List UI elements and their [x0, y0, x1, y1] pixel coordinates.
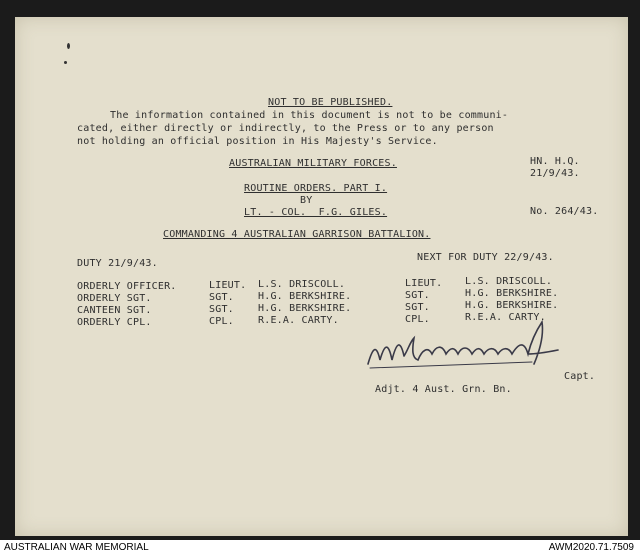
pin-hole-mark	[67, 43, 70, 49]
duty-rank: LIEUT.	[209, 280, 247, 291]
duty-role: ORDERLY SGT.	[77, 293, 152, 304]
next-duty-label: NEXT FOR DUTY 22/9/43.	[417, 252, 554, 263]
duty-rank: CPL.	[209, 316, 234, 327]
duty-name: L.S. DRISCOLL.	[258, 279, 346, 290]
footer-source: AUSTRALIAN WAR MEMORIAL	[4, 542, 149, 553]
footer-accession-id: AWM2020.71.7509	[548, 542, 634, 553]
notice-line: not holding an official position in His Majesty's Service.	[77, 136, 438, 147]
next-duty-rank: LIEUT.	[405, 278, 443, 289]
handwritten-signature	[362, 320, 564, 374]
order-number: No. 264/43.	[530, 206, 599, 217]
duty-name: R.E.A. CARTY.	[258, 315, 339, 326]
duty-name: H.G. BERKSHIRE.	[258, 291, 352, 302]
duty-date-label: DUTY 21/9/43.	[77, 258, 158, 269]
duty-role: ORDERLY CPL.	[77, 317, 152, 328]
footer-bar	[0, 540, 640, 557]
duty-role: ORDERLY OFFICER.	[77, 281, 177, 292]
next-duty-name: L.S. DRISCOLL.	[465, 276, 553, 287]
signature-title: Adjt. 4 Aust. Grn. Bn.	[375, 384, 512, 395]
by-label: BY	[300, 195, 313, 206]
not-to-be-published-header: NOT TO BE PUBLISHED.	[268, 97, 393, 108]
next-duty-rank: SGT.	[405, 302, 430, 313]
duty-rank: SGT.	[209, 304, 234, 315]
next-duty-name: H.G. BERKSHIRE.	[465, 288, 559, 299]
commanding-heading: COMMANDING 4 AUSTRALIAN GARRISON BATTALION.	[163, 229, 431, 240]
duty-rank: SGT.	[209, 292, 234, 303]
routine-orders-heading: ROUTINE ORDERS. PART I.	[244, 183, 388, 194]
signature-rank: Capt.	[564, 371, 596, 382]
duty-role: CANTEEN SGT.	[77, 305, 152, 316]
pin-hole-mark	[64, 61, 67, 64]
duty-name: H.G. BERKSHIRE.	[258, 303, 352, 314]
hq-label: HN. H.Q.	[530, 156, 580, 167]
order-date: 21/9/43.	[530, 168, 580, 179]
next-duty-rank: CPL.	[405, 314, 430, 325]
next-duty-rank: SGT.	[405, 290, 430, 301]
next-duty-name: H.G. BERKSHIRE.	[465, 300, 559, 311]
notice-line: cated, either directly or indirectly, to the Press or to any person	[77, 123, 494, 134]
organisation-heading: AUSTRALIAN MILITARY FORCES.	[229, 158, 397, 169]
next-duty-name: R.E.A. CARTY.	[465, 312, 546, 323]
notice-line: The information contained in this document is not to be communi-	[110, 110, 509, 121]
commander-name: LT. - COL. F.G. GILES.	[244, 207, 388, 218]
